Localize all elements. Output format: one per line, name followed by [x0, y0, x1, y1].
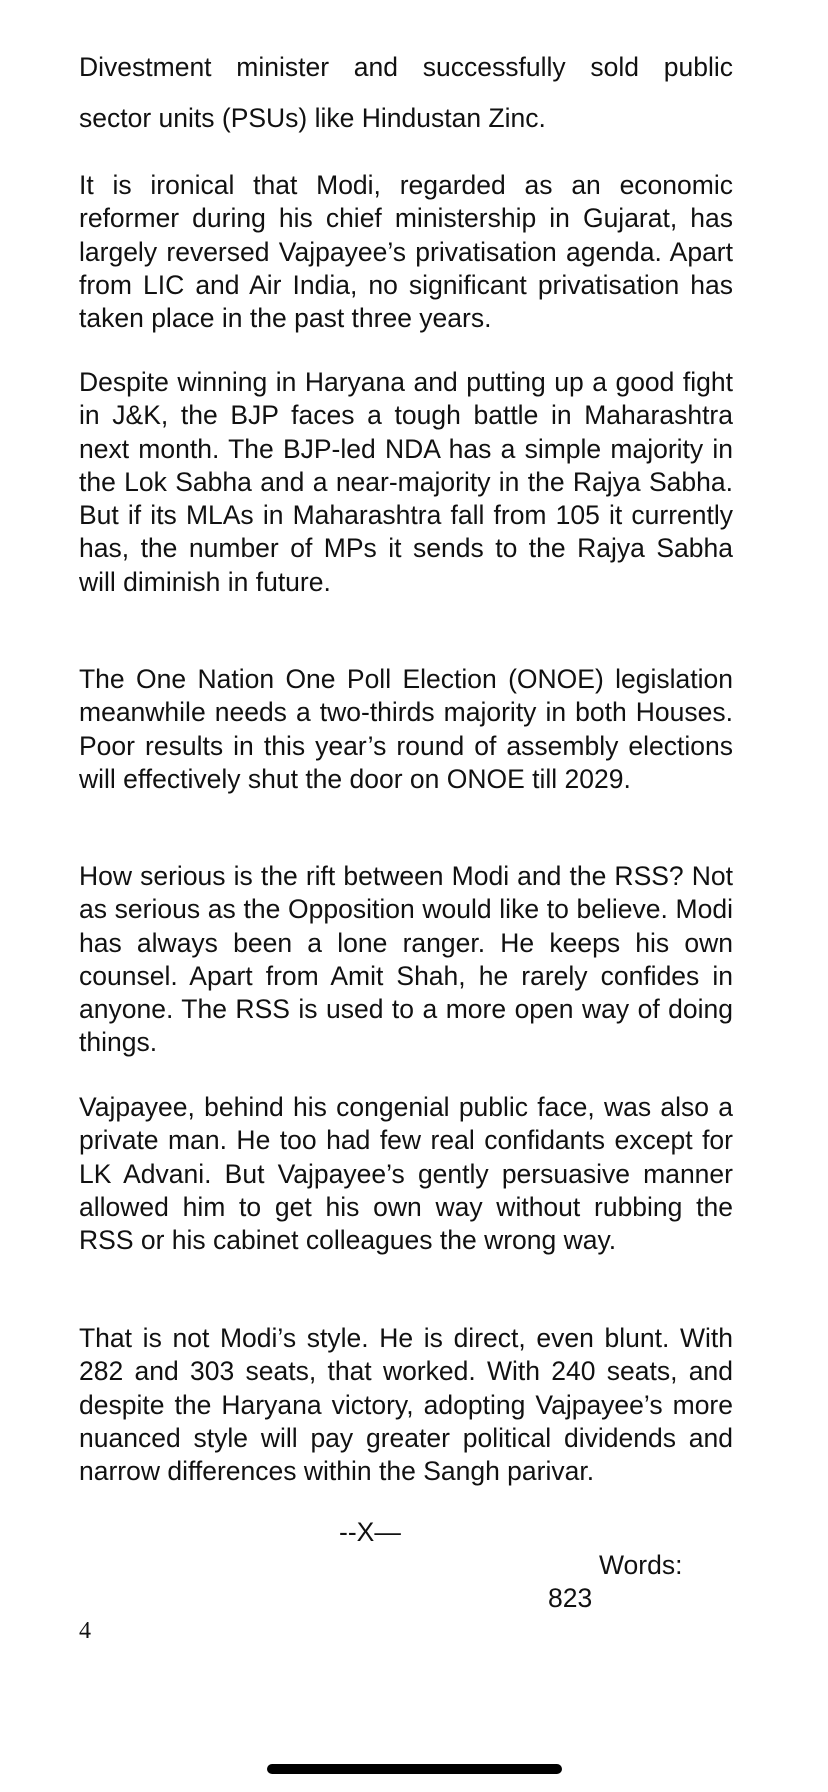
paragraph-modi-style: That is not Modi’s style. He is direct, even blunt. With 282 and 303 seats, that worked. With 240 seats, and despite the Haryana victory, adopting Vajpayee’s more nuanced style will pay greater political dividends and narrow differences within the Sangh parivar. [79, 1323, 733, 1487]
cut-off-line-text: Divestment minister and successfully sold public [79, 52, 733, 82]
word-count-value: 823 [548, 1583, 593, 1613]
word-count-label: Words: [599, 1550, 683, 1580]
paragraph-rift: How serious is the rift between Modi and the RSS? Not as serious as the Opposition would like to believe. Modi has always been a lone ranger. He keeps his own counsel. Apart from Amit Shah, he rarely confides in anyone. The RSS is used to a more open way of doing things. [79, 861, 733, 1058]
document-page [79, 0, 733, 1792]
end-mark: --X— [339, 1517, 401, 1547]
paragraph-privatisation: It is ironical that Modi, regarded as an economic reformer during his chief ministership in Gujarat, has largely reversed Vajpayee’s privatisation agenda. Apart from LIC and Air India, no significant privatisation has taken place in the past three years. [79, 170, 733, 334]
paragraph-onoe: The One Nation One Poll Election (ONOE) legislation meanwhile needs a two-thirds majority in both Houses. Poor results in this year’s round of assembly elections will effectively shut the door on ONOE till 2029. [79, 664, 733, 794]
paragraph-vajpayee: Vajpayee, behind his congenial public face, was also a private man. He too had few real confidants except for LK Advani. But Vajpayee’s gently persuasive manner allowed him to get his own way without rubbing the RSS or his cabinet colleagues the wrong way. [79, 1092, 733, 1256]
home-indicator[interactable] [267, 1764, 562, 1774]
paragraph-maharashtra: Despite winning in Haryana and putting up a good fight in J&K, the BJP faces a tough battle in Maharashtra next month. The BJP-led NDA has a simple majority in the Lok Sabha and a near-majority in the Rajya Sabha. But if its MLAs in Maharashtra fall from 105 it currently has, the number of MPs it sends to the Rajya Sabha will diminish in future. [79, 367, 733, 597]
cut-off-line [79, 52, 733, 99]
paragraph-psus: sector units (PSUs) like Hindustan Zinc. [79, 103, 546, 133]
page-number: 4 [79, 1618, 91, 1644]
